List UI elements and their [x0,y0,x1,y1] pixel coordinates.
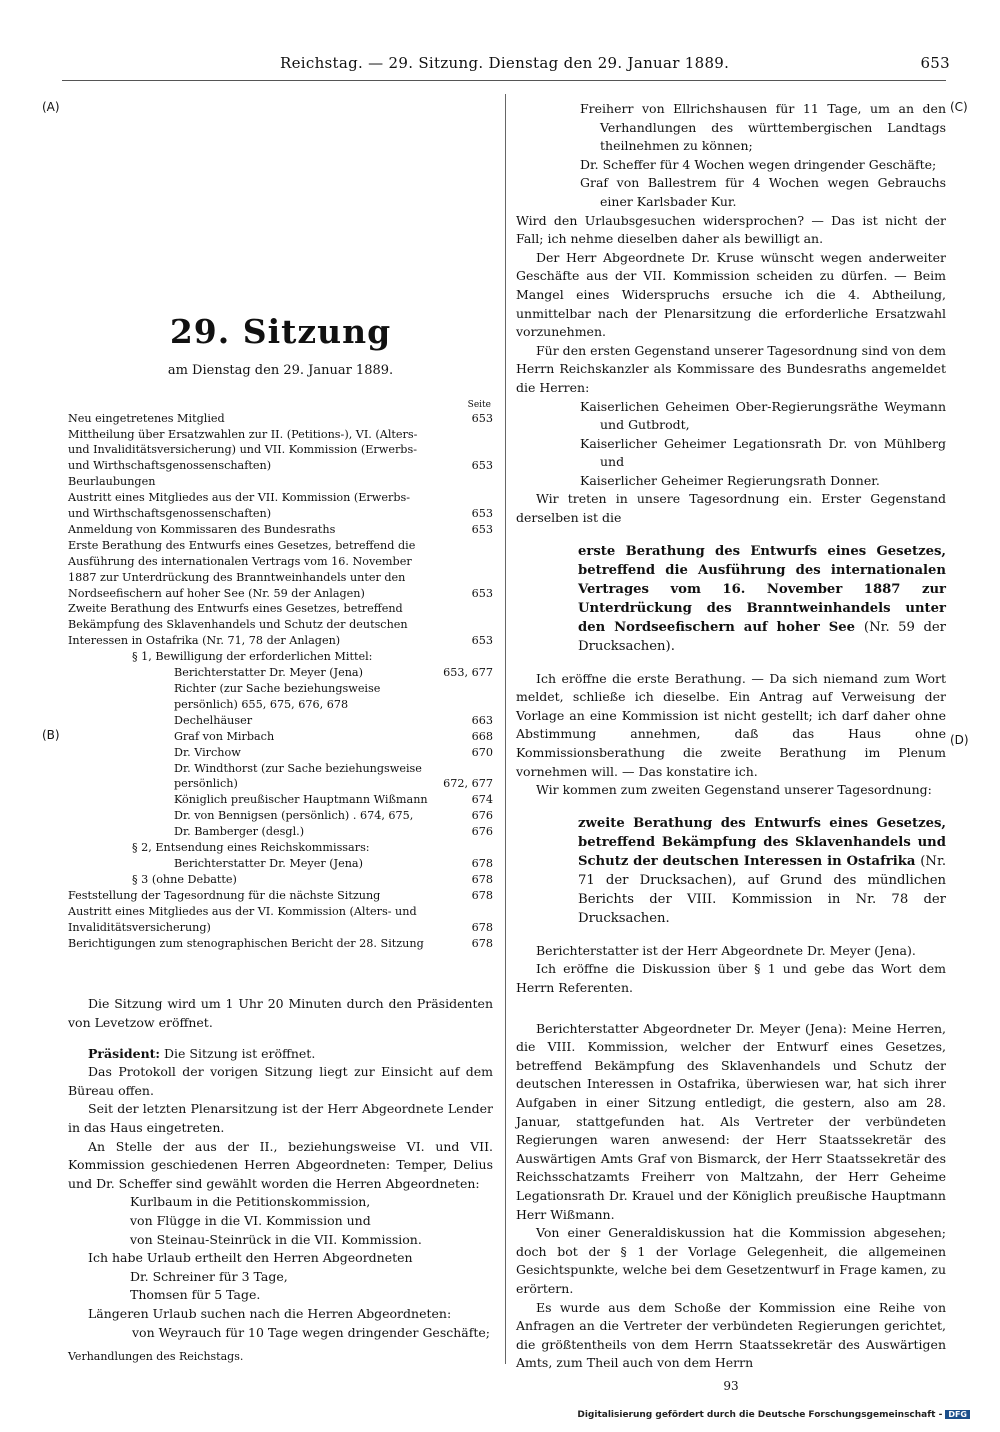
agenda-item-2 [516,814,946,928]
paragraph-generaldiskussion: Von einer Generaldiskussion hat die Kommission abgesehen; doch bot der § 1 der Vorlage Gelegenheit, die allgemeinen Gesichtspunkte, welche bei dem Gesetzentwurf in Frage kamen, zu erörtern. [516,1225,946,1296]
toc-entry [68,872,493,888]
toc-entry-page: 678 [471,856,493,870]
toc-entry [68,474,493,490]
toc-entry-page: 668 [471,729,493,743]
toc-entry-page: 653 [471,459,493,473]
paragraph-berichterstatter: Berichterstatter ist der Herr Abgeordnete Dr. Meyer (Jena). [536,942,916,958]
spacer [516,800,946,814]
toc-entry-page: 678 [471,920,493,934]
toc-entry-page: 678 [471,936,493,950]
spacer [68,951,493,995]
toc-entry [68,904,493,936]
toc-entry-page: 676 [471,825,493,839]
paragraph-kommissar-3: Kaiserlicher Geheimer Regierungsrath Donner. [580,472,880,488]
toc-entry-text: Neu eingetretenes Mitglied [68,411,225,425]
toc-entry-page: 653 [471,411,493,425]
president-text: Die Sitzung ist eröffnet. [164,1045,316,1061]
paragraph-schosse: Es wurde aus dem Schoße der Kommission eine Reihe von Anfragen an die Vertreter der verbündeten Regierungen gerichtet, die größtentheils von dem Herrn Staatssekretär des Auswärtigen Amts, zum Theil auch von dem Herrn [516,1299,946,1371]
paragraph-eroeffne: Ich eröffne die erste Berathung. — Da sich niemand zum Wort meldet, schließe ich dieselbe. Ein Antrag auf Verweisung der Vorlage an eine Kommission ist nicht gestellt; ich darf daher ohne Abstimmung annehmen, daß das Haus ohne Kommissionsberathung die zweite Berathung im Plenum vornehmen will. — Das konstatire ich. [516,670,946,779]
agenda-item-2-title: zweite Berathung des Entwurfs eines Gesetzes, betreffend Bekämpfung des Sklavenhandels und Schutz der deutschen Interessen in Ostafrika [578,815,946,869]
running-header [250,54,950,78]
paragraph-scheffer: Dr. Scheffer für 4 Wochen wegen dringender Geschäfte; [580,156,937,172]
paragraph-kommissar-2: Kaiserlicher Geheimer Legationsrath Dr. von Mühlberg und [580,435,946,470]
toc-entry-text: Berichterstatter Dr. Meyer (Jena) [174,666,363,680]
toc-entry-page: 672, 677 [443,777,493,791]
table-of-contents [68,399,493,952]
toc-entry-page: 678 [471,872,493,886]
paragraph-widerspruch: Wird den Urlaubsgesuchen widersprochen? — Das ist nicht der Fall; ich nehme dieselben daher als bewilligt an. [516,212,946,247]
toc-entry-text: § 3 (ohne Debatte) [132,872,237,886]
paragraph-zweiten: Wir kommen zum zweiten Gegenstand unserer Tagesordnung: [536,782,932,798]
toc-entry-text: Mittheilung über Ersatzwahlen zur II. (Petitions-), VI. (Alters- und Invaliditätsversicherung) und VII. Kommission (Erwerbs- und Wirthschaftsgenossenschaften) [68,427,418,473]
paragraph-weyrauch: von Weyrauch für 10 Tage wegen dringender Geschäfte; [132,1324,491,1340]
toc-entry [68,713,493,729]
speaker-meyer-label: Berichterstatter Abgeordneter Dr. Meyer (Jena): [536,1020,847,1036]
toc-list [68,411,493,952]
toc-entry [68,649,493,665]
left-column [68,100,493,1367]
paragraph-kommissare: Für den ersten Gegenstand unserer Tagesordnung sind von dem Herrn Reichskanzler als Kommissare des Bundesraths angemeldet die Herren: [516,342,946,395]
agenda-item-1-title: erste Berathung des Entwurfs eines Gesetzes, betreffend die Ausführung des internationalen Vertrages vom 16. November 1887 zur Unterdrückung des Branntweinhandels unter den Nordseefischern auf hoher See [578,543,946,635]
toc-entry [68,427,493,475]
paragraph-kurlbaum: Kurlbaum in die Petitionskommission, [130,1194,371,1210]
toc-entry [68,729,493,745]
toc-entry [68,601,493,649]
paragraph-schreiner: Dr. Schreiner für 3 Tage, [130,1268,288,1284]
agenda-item-1 [516,542,946,656]
toc-entry-text: Zweite Berathung des Entwurfs eines Gesetzes, betreffend Bekämpfung des Sklavenhandels und Schutz der deutschen Interessen in Ostafrika (Nr. 71, 78 der Anlagen) [68,602,408,648]
toc-entry [68,745,493,761]
paragraph-diskussion: Ich eröffne die Diskussion über § 1 und gebe das Wort dem Herrn Referenten. [516,961,946,995]
session-heading: 29. Sitzung [169,312,392,351]
toc-entry-page: 653, 677 [443,666,493,680]
paragraph-kommissar-1: Kaiserlichen Geheimen Ober-Regierungsräthe Weymann und Gutbrodt, [580,398,946,433]
toc-entry-page: 653 [471,507,493,521]
toc-entry-text: § 2, Entsendung eines Reichskommissars: [132,841,370,855]
spacer [516,656,946,670]
toc-entry-text: Feststellung der Tagesordnung für die nächste Sitzung [68,888,381,902]
paragraph-laengeren: Längeren Urlaub suchen nach die Herren Abgeordneten: [88,1305,452,1321]
toc-entry [68,538,493,602]
paragraph-ballestrem: Graf von Ballestrem für 4 Wochen wegen Gebrauchs einer Karlsbader Kur. [580,175,946,209]
signature-mark: 93 [723,1378,739,1393]
toc-entry-text: Austritt eines Mitgliedes aus der VII. Kommission (Erwerbs- und Wirthschaftsgenossenschaften) [68,491,411,521]
right-column [516,100,946,1395]
paragraph-stelle: An Stelle der aus der II., beziehungsweise VI. und VII. Kommission geschiedenen Herren Abgeordneten: Temper, Delius und Dr. Scheffer sind gewählt worden die Herren Abgeordneten: [68,1138,493,1191]
paragraph-ellrichshausen: Freiherr von Ellrichshausen für 11 Tage, um an den Verhandlungen des württembergischen Landtags theilnehmen zu können; [580,101,946,154]
header-rule [62,80,946,81]
toc-entry-text: § 1, Bewilligung der erforderlichen Mittel: [132,650,373,664]
toc-entry-page: 663 [471,713,493,727]
toc-entry-text: Königlich preußischer Hauptmann Wißmann [174,793,428,807]
toc-entry-text: Dr. von Bennigsen (persönlich) . 674, 675, [174,809,414,823]
paragraph-seit: Seit der letzten Plenarsitzung ist der Herr Abgeordnete Lender in das Haus eingetreten. [68,1101,493,1135]
toc-entry-page: 653 [471,522,493,536]
toc-entry-text: Berichtigungen zum stenographischen Bericht der 28. Sitzung [68,936,424,950]
toc-entry-text: Anmeldung von Kommissaren des Bundesraths [68,522,336,536]
opening-paragraph: Die Sitzung wird um 1 Uhr 20 Minuten durch den Präsidenten von Levetzow eröffnet. [68,996,493,1030]
president-paragraph [68,1045,493,1064]
toc-entry-text: Beurlaubungen [68,475,156,489]
toc-entry [68,808,493,824]
toc-entry-text: Graf von Mirbach [174,729,275,743]
margin-marker-c: (C) [950,100,968,114]
toc-entry [68,665,493,681]
dfg-logo: DFG [945,1410,970,1419]
toc-entry [68,824,493,840]
spacer [516,998,946,1020]
toc-entry-text: Richter (zur Sache beziehungsweise persönlich) 655, 675, 676, 678 [174,682,381,711]
column-divider [505,94,506,1364]
toc-entry-text: Erste Berathung des Entwurfs eines Gesetzes, betreffend die Ausführung des internationalen Vertrags vom 16. November 1887 zur Unterdrückung des Branntweinhandels unter den Nordseefischern auf hoher See (Nr. 59 der Anlagen) [68,538,416,600]
paragraph-steinau: von Steinau-Steinrück in die VII. Kommission. [130,1231,422,1247]
speaker-meyer-text: Meine Herren, die VIII. Kommission, welcher der Entwurf eines Gesetzes, betreffend Bekämpfung des Sklavenhandels und Schutz der deutschen Interessen in Ostafrika, überwiesen war, hat sich ihrer Aufgaben in einer Sitzung entledigt, die gestern, also am 28. Januar, stattgefunden hat. Als Vertreter der verbündeten Regierungen waren anwesend: der Herr Staatssekretär des Auswärtigen Amts Graf von Bismarck, der Herr Staatssekretär des Reichsschatzamts Freiherr von Maltzahn, der Herr Geheime Legationsrath Dr. Krauel und der Königlich preußische Hauptmann Herr Wißmann. [516,1020,946,1222]
speaker-label: Präsident: [88,1045,161,1061]
session-date: am Dienstag den 29. Januar 1889. [167,363,394,378]
toc-entry [68,681,493,713]
paragraph-thomsen: Thomsen für 5 Tage. [130,1287,261,1303]
toc-entry-text: Dr. Windthorst (zur Sache beziehungsweise persönlich) [174,761,422,791]
toc-entry [68,761,493,793]
footnote: Verhandlungen des Reichstags. [68,1350,244,1364]
spacer [516,928,946,942]
paragraph-fluegge: von Flügge in die VI. Kommission und [130,1212,371,1228]
margin-marker-a: (A) [42,100,60,114]
paragraph-protokoll: Das Protokoll der vorigen Sitzung liegt zur Einsicht auf dem Büreau offen. [68,1064,493,1098]
margin-marker-d: (D) [950,733,969,747]
toc-entry [68,856,493,872]
paragraph-urlaub: Ich habe Urlaub ertheilt den Herren Abgeordneten [88,1250,413,1266]
toc-entry [68,840,493,856]
toc-entry-page: 674 [471,793,493,807]
toc-entry-text: Dr. Virchow [174,745,241,759]
paragraph-meyer [516,1020,946,1225]
spacer [516,528,946,542]
toc-entry [68,792,493,808]
toc-entry [68,411,493,427]
toc-entry-text: Dechelhäuser [174,713,253,727]
toc-entry-page: 670 [471,745,493,759]
toc-seite-label: Seite [467,399,491,410]
toc-entry [68,936,493,952]
header-title: Reichstag. — 29. Sitzung. Dienstag den 29. Januar 1889. [280,54,730,72]
toc-entry [68,490,493,522]
agenda-item-1-ref: (Nr. 59 der Drucksachen). [578,619,946,654]
toc-entry [68,522,493,538]
toc-entry-page: 678 [471,888,493,902]
spacer [68,1033,493,1045]
toc-entry-page: 653 [471,634,493,648]
paragraph-kruse: Der Herr Abgeordnete Dr. Kruse wünscht wegen anderweiter Geschäfte aus der VII. Kommission scheiden zu dürfen. — Beim Mangel eines Widerspruchs ersuche ich die 4. Abtheilung, unmittelbar nach der Plenarsitzung die erforderliche Ersatzwahl vorzunehmen. [516,249,946,340]
digitization-footer [577,1410,970,1420]
page-number: 653 [920,54,950,72]
paragraph-eintreten: Wir treten in unsere Tagesordnung ein. Erster Gegenstand derselben ist die [516,491,946,526]
margin-marker-b: (B) [42,728,60,742]
toc-entry-page: 653 [471,586,493,600]
agenda-item-2-ref: (Nr. 71 der Drucksachen), auf Grund des mündlichen Berichts der VIII. Kommission in Nr. 78 der Drucksachen. [578,853,947,926]
footer-text: Digitalisierung gefördert durch die Deutsche Forschungsgemeinschaft - [577,1410,943,1420]
toc-entry-text: Berichterstatter Dr. Meyer (Jena) [174,856,363,870]
toc-entry-page: 676 [471,809,493,823]
toc-entry [68,888,493,904]
toc-entry-text: Austritt eines Mitgliedes aus der VI. Kommission (Alters- und Invaliditätsversicherung) [68,904,417,934]
toc-entry-text: Dr. Bamberger (desgl.) [174,825,305,839]
